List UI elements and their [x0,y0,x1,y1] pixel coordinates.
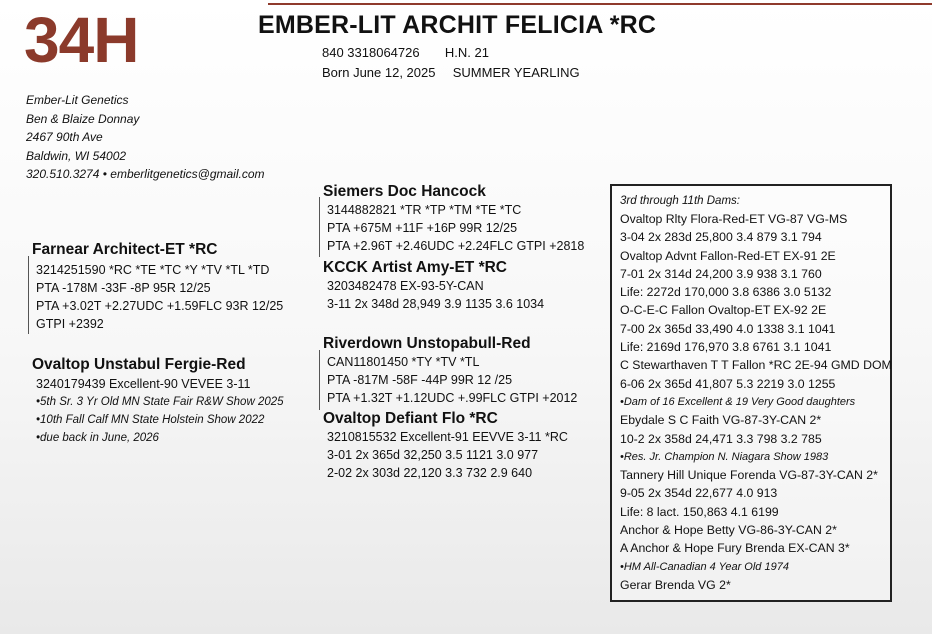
sire-dam-line: 3-11 2x 348d 28,949 3.9 1135 3.6 1034 [327,297,545,311]
pedigree-bracket [319,350,320,410]
dam-record-line: Life: 2272d 170,000 3.8 6386 3.0 5132 [620,285,832,300]
dam-sire-name: Riverdown Unstopabull-Red [323,335,531,352]
owner-line: 2467 90th Ave [26,130,103,144]
dam-dam-line: 3-01 2x 365d 32,250 3.5 1121 3.0 977 [327,448,539,462]
dam-details [36,375,284,447]
sire-sire-line: PTA +675M +11F +16P 99R 12/25 [327,221,518,235]
dam-name: Ovaltop Unstabul Fergie-Red [32,356,246,373]
birth-date: Born June 12, 2025 [322,65,436,80]
owner-line: Ember-Lit Genetics [26,93,129,107]
sire-sire-details [327,201,584,255]
dam-record-line: Gerar Brenda VG 2* [620,577,731,592]
dam-dam-details [327,428,568,482]
dam-record-line: 9-05 2x 354d 22,677 4.0 913 [620,486,778,501]
herd-number: H.N. 21 [444,45,489,60]
dam-achievement-note: •Res. Jr. Champion N. Niagara Show 1983 [620,450,829,463]
dam-dam-line: 3210815532 Excellent-91 EEVVE 3-11 *RC [327,430,568,444]
sire-line: PTA +3.02T +2.27UDC +1.59FLC 93R 12/25 [36,299,284,313]
sire-details [36,261,283,333]
dam-sire-details [327,353,577,407]
sire-sire-line: PTA +2.96T +2.46UDC +2.24FLC GTPI +2818 [327,239,585,253]
extended-dams-box [610,184,892,602]
sire-dam-name: KCCK Artist Amy-ET *RC [323,259,508,276]
dam-dam-name: Ovaltop Defiant Flo *RC [323,410,498,427]
dam-record-line: A Anchor & Hope Fury Brenda EX-CAN 3* [620,541,850,556]
dam-record-line: O-C-E-C Fallon Ovaltop-ET EX-92 2E [620,303,827,318]
dam-note: •due back in June, 2026 [36,432,159,444]
owner-line: Baldwin, WI 54002 [26,148,127,163]
dam-note: •5th Sr. 3 Yr Old MN State Fair R&W Show 2025 [36,396,284,408]
dam-sire-line: CAN11801450 *TY *TV *TL [327,355,480,369]
extended-dams-heading: 3rd through 11th Dams: [620,195,740,207]
sire-sire-name: Siemers Doc Hancock [323,183,486,200]
dam-record-line: C Stewarthaven T T Fallon *RC 2E-94 GMD DOM [620,358,892,373]
dam-record-line: 7-01 2x 314d 24,200 3.9 938 3.1 760 [620,266,822,281]
dam-achievement-note: •HM All-Canadian 4 Year Old 1974 [620,560,789,573]
animal-ids [322,43,580,83]
dam-record-line: 6-06 2x 365d 41,807 5.3 2219 3.0 1255 [620,376,836,391]
dam-record-line: Ovaltop Advnt Fallon-Red-ET EX-91 2E [620,248,836,263]
dam-record-line: 3-04 2x 283d 25,800 3.4 879 3.1 794 [620,230,822,245]
sire-name: Farnear Architect-ET *RC [32,241,218,258]
dam-dam-line: 2-02 2x 303d 22,120 3.3 732 2.9 640 [327,466,533,480]
dam-sire-line: PTA -817M -58F -44P 99R 12 /25 [327,373,513,387]
dam-record-line: Ebydale S C Faith VG-87-3Y-CAN 2* [620,413,822,428]
header-rule [268,3,932,5]
dam-note: •10th Fall Calf MN State Holstein Show 2022 [36,414,265,426]
sire-dam-line: 3203482478 EX-93-5Y-CAN [327,279,484,293]
dam-achievement-note: •Dam of 16 Excellent & 19 Very Good daughters [620,395,856,408]
registration-number: 840 3318064726 [322,45,420,60]
age-class: SUMMER YEARLING [452,65,580,80]
dam-record-line: Anchor & Hope Betty VG-86-3Y-CAN 2* [620,523,837,538]
dam-record-line: Ovaltop Rlty Flora-Red-ET VG-87 VG-MS [620,212,848,226]
animal-name: EMBER-LIT ARCHIT FELICIA *RC [258,11,657,39]
lot-number: 34H [24,4,139,76]
pedigree-bracket [319,197,320,257]
dam-line: 3240179439 Excellent-90 VEVEE 3-11 [36,377,251,391]
owner-contact: 320.510.3274 • emberlitgenetics@gmail.com [26,167,265,181]
owner-line: Ben & Blaize Donnay [26,111,140,126]
owner-block [26,91,265,184]
dam-record-line: 7-00 2x 365d 33,490 4.0 1338 3.1 1041 [620,321,836,336]
dam-record-line: Life: 2169d 176,970 3.8 6761 3.1 1041 [620,340,832,355]
extended-dams-list [620,192,892,594]
sire-line: 3214251590 *RC *TE *TC *Y *TV *TL *TD [36,263,270,277]
dam-sire-line: PTA +1.32T +1.12UDC +.99FLC GTPI +2012 [327,391,578,405]
dam-record-line: 10-2 2x 358d 24,471 3.3 798 3.2 785 [620,431,822,446]
dam-record-line: Life: 8 lact. 150,863 4.1 6199 [620,504,779,519]
sire-line: GTPI +2392 [36,317,104,331]
pedigree-bracket [28,256,29,334]
sire-dam-details [327,277,544,313]
sire-line: PTA -178M -33F -8P 95R 12/25 [36,281,211,295]
sire-sire-line: 3144882821 *TR *TP *TM *TE *TC [327,203,522,217]
dam-record-line: Tannery Hill Unique Forenda VG-87-3Y-CAN 2* [620,468,878,483]
